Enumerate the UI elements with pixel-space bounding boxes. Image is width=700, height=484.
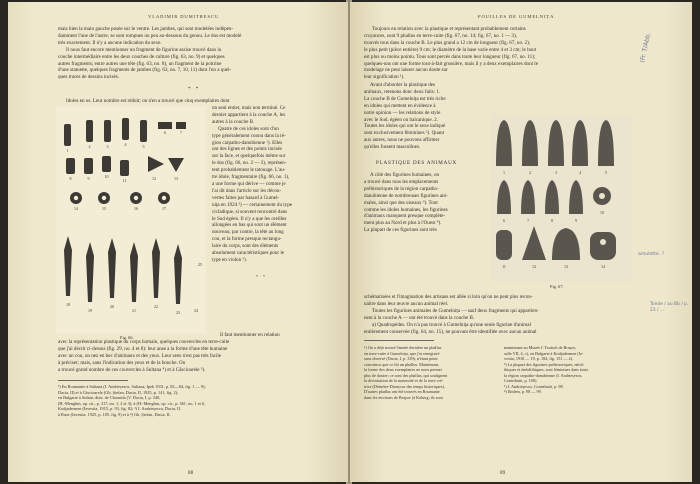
text-line: couche intermédiaire entre les deux couches de culture (fig. 63, no. 9) et quelques — [58, 53, 225, 60]
text-line: très exactement. Il n'y a aucune indication du sexe. — [58, 39, 162, 46]
phallus-artifact — [569, 180, 583, 214]
arrowhead-artifact — [108, 238, 116, 298]
footnote-line: ¹) En Roumanie à Sultana (I. Andrieșescu, Sultana, Ipek 1931, p. 82—84, fig. 1 — 9); — [58, 384, 206, 389]
figure-number-label: 17 — [162, 206, 166, 211]
text-line: trouvés tous dans la couche B. Le plus grand a 12 cm de longueur (fig. 67, no. 2), — [364, 39, 531, 46]
figure-number-label: 20 — [110, 304, 114, 309]
footnote-line: D'autres phallus ont été trouvés en Roumanie — [364, 389, 440, 394]
section-heading: PLASTIQUE DES ANIMAUX — [376, 160, 458, 166]
text-line: avec un cou, un nez en bec d'animaux et des yeux. Leur sens n'est pas très facile — [58, 352, 222, 359]
figure-number-label: 11 — [122, 178, 127, 183]
text-line: autres à la couche B. — [212, 118, 255, 125]
right-footnotes-col2 — [504, 345, 634, 395]
text-line: comme les idoles humaines, les figurines — [364, 206, 448, 213]
text-line: d'animaux manquent presque complète- — [364, 213, 446, 220]
figure-number-label: 16 — [134, 206, 138, 211]
footnote-line: ²) La plupart des figurines préhistoriques, néoli- — [504, 361, 585, 367]
right-footnotes-col1 — [364, 345, 492, 400]
text-line: Toutes les idoles qui ont le sexe indiqué — [364, 123, 446, 130]
arrowhead-artifact — [152, 238, 160, 298]
footnote-line: plus de douter; ce sont des phallus, qui soulignent — [364, 372, 448, 378]
disc-hole — [134, 196, 138, 200]
phallus-artifact — [598, 120, 614, 166]
footnote-line: trice (Déméter-Dionysos des temps historiques). — [364, 383, 445, 389]
text-line: dernier appartient à la couche A, les — [212, 111, 286, 118]
text-line: La couche B de Gumelnița est très riche — [364, 95, 446, 102]
figure-number-label: 24 — [194, 308, 198, 313]
text-line: que j'ai décrit ci-dessus (fig. 29, no. 4 et 8): leur anse a la forme d'une tête humaine — [58, 345, 228, 352]
figure-number-label: 5 — [605, 170, 607, 175]
handwritten-note-bottom: Tonde / au Bb / p. 23 / ... — [650, 302, 689, 313]
figure-number-label: 12 — [532, 264, 536, 269]
footnote-line: sans observé (Dacia, I, p. 339), n'étant point — [364, 356, 438, 361]
footnote-line: (H.-Menghin, op. cit., p. 317, no. 1, 2 et 3); à (H.-Menghin, op. cit., p. 361, no. 1 et 6, — [58, 400, 206, 406]
arrowhead-artifact — [64, 236, 72, 296]
footnote-rule — [58, 380, 128, 381]
text-line: ques traces de dessins incisés. — [58, 74, 119, 81]
footnote-line: ³) I. Andrieșescu, Contributii, p. 98. — [504, 383, 564, 389]
text-line: avec le Sud, égéen ou balcanique. 2. — [364, 116, 438, 123]
disc-hole — [162, 196, 166, 200]
text-line: leur signification ¹). — [364, 74, 405, 81]
text-line: le Sud égéen. Il n'y a que les oreilles — [212, 215, 287, 222]
text-line: autres fragments; entre autres une tête (fig. 63, no. 8), un fragment de la poitrine — [58, 60, 222, 67]
phallus-artifact — [548, 120, 564, 166]
figure-number-label: 15 — [102, 206, 106, 211]
pendant-hole — [600, 239, 606, 245]
text-line: type généralement connu dans la ré- — [212, 132, 286, 139]
footnote-line: en terre-cuite à Gumelnița, que j'ai enregistré — [364, 350, 440, 356]
footnote-rule — [364, 340, 434, 341]
handwritten-note-top: (Fr. T/Abb. — [639, 32, 653, 64]
right-running-head: FOUILLES DE GUMELNIȚA — [478, 14, 555, 19]
text-line: tre idole, fragmentaire (fig. 66, no. 1), — [212, 174, 290, 181]
left-page-number: 88 — [188, 470, 194, 476]
figure-number-label: 8 — [69, 176, 72, 181]
text-line: nouveau; par contre, la tête au long — [212, 229, 284, 236]
figure-number-label: 10 — [104, 174, 109, 179]
left-footnotes — [58, 384, 330, 418]
text-line: a trouvé dans tous les emplacements — [364, 178, 439, 185]
figure-number-label: 9 — [87, 176, 90, 181]
text-line: danubienne de nombreuses figurines ani- — [364, 192, 448, 199]
text-line: Idoles en os. Leur nombre est réduit; on n'en a trouvé que cinq exemplaires dont — [66, 98, 230, 104]
figure-number-label: 3 — [106, 144, 109, 149]
bone-idol-artifact — [104, 120, 111, 142]
disc-hole — [74, 196, 78, 200]
right-page-number: 89 — [500, 470, 506, 476]
figure-number-label: 5 — [142, 144, 145, 149]
footnote-line: Kodjadermen (Izvestia, 1915, p. 93, fig. 82; ³) I. Andrieșescu, Dacia, II. — [58, 406, 181, 412]
section-stars: * * — [188, 87, 201, 92]
bone-idol-artifact — [64, 124, 71, 146]
text-line: allongées en bas qui sont un élément — [212, 222, 287, 229]
right-mid-column — [364, 82, 482, 151]
phallus-artifact — [496, 120, 512, 166]
right-page — [350, 2, 692, 482]
bone-idol-artifact — [86, 120, 93, 142]
phallus-artifact — [497, 180, 511, 214]
footnote-line: la région carpatho-danubienne (I. Andrieșescu, — [504, 372, 583, 378]
text-line: un seul entier, mais non terminé. Ce — [212, 105, 286, 111]
text-line: croyances, sont 9 phallus en terre-cuite (fig. 67, no. 14; fig. 67, no. 1 — 3), — [364, 32, 517, 39]
footnote-line: Contributii, p. 100). — [504, 378, 538, 383]
text-line: animaux, retenons donc deux faits: 1. — [364, 88, 441, 95]
figure-number-label: 7 — [180, 130, 182, 135]
figure-number-label: 22 — [154, 304, 158, 309]
amulet-artifact — [522, 226, 546, 260]
footnote-line: Dacia, II) et à Căscioarele (Gh. Ștefan, Dacia, II, 1925, p. 141, fig. 2); — [58, 389, 179, 395]
figure-number-label: 13 — [564, 264, 568, 269]
figure-66-artifacts — [56, 106, 206, 334]
figure-number-label: 8 — [551, 218, 553, 223]
figure-number-label: 23 — [176, 310, 180, 315]
left-continuation-text — [58, 332, 328, 373]
arrowhead-artifact — [86, 242, 94, 302]
text-line: le plus petit (pièce entière) 9 cm; le diamètre de la base varie entre 4 et 3 cm; le bout — [364, 46, 537, 53]
figure-number-label: 9 — [575, 218, 577, 223]
text-line: tent probablement le tatouage. L'au- — [212, 167, 286, 174]
text-line: sur la face, et quelquefois même sur — [212, 153, 286, 160]
figure-number-label: 19 — [88, 308, 92, 313]
left-intro-text — [58, 26, 328, 81]
bone-fragment-artifact — [66, 158, 75, 174]
handwritten-note-mid: amulette. ? — [638, 252, 665, 257]
footnote-line: en Bulgarie à Sultan, distr. de Choumla (V. Dacia, I, p. 340, — [58, 395, 161, 401]
text-line: cicladique, si souvent rencontré dans — [212, 208, 288, 215]
figure-number-label: 14 — [74, 206, 78, 211]
figure-number-label: 1 — [503, 170, 505, 175]
text-line: Quatre de ces idoles sont d'un — [218, 125, 279, 132]
figure-67-caption: Fig. 67. — [550, 284, 564, 289]
figure-number-label: 10 — [600, 210, 604, 215]
text-line: damment l'une de l'autre, se sont rompues un peu au-dessous du genou. Le dos est modelé — [58, 32, 242, 39]
text-line: entièrement conservée (fig. 64, no. 15), ne pouvant être identifiée avec aucun animal — [364, 328, 537, 335]
tablet-artifact — [158, 122, 172, 129]
bone-idol-artifact — [122, 118, 129, 140]
text-line: d'une statuette, quelques fragments de jambes (fig. 63, no. 7, 10, 11) dont l'un a quel- — [58, 67, 232, 74]
left-side-column — [212, 105, 329, 264]
right-full-text — [364, 294, 632, 335]
text-line: quelques-uns ont une forme tout-à-fait grossière, mais il y a deux exemplaires dont le — [364, 60, 538, 67]
text-line: sont exclusivement féminines ²). Quant — [364, 130, 445, 137]
text-line: nița en 1924 ²) — certainement du type — [212, 201, 293, 208]
pendant-artifact — [496, 230, 512, 260]
figure-number-label: 7 — [527, 218, 529, 223]
text-line: Il faut mentionner en relation — [220, 332, 280, 338]
right-section-column — [364, 172, 482, 234]
text-line: avec la représentation plastique du corps humain, quelques couvercles en terre-cuite — [58, 338, 230, 345]
figure-number-label: 11 — [502, 264, 506, 269]
bone-idol-artifact — [140, 120, 147, 142]
text-line: qu'elles fussent masculines. — [364, 144, 421, 151]
text-line: males, ainsi que des oiseaux ³). Tout — [364, 199, 438, 206]
text-line: mais bien la main gauche posée sur le ventre. Les jambes, qui sont modelées indépen- — [58, 26, 234, 32]
arrowhead-artifact — [130, 242, 138, 302]
footnote-line: ¹) On a déjà trouvé l'année dernière un phallus — [364, 345, 442, 350]
bone-fragment-artifact — [120, 160, 129, 176]
text-line: ont des lignes et des points incisés — [212, 146, 282, 153]
arrowhead-artifact — [174, 244, 182, 304]
text-line: Avant d'aborder la plastique des — [370, 82, 436, 88]
bone-fragment-artifact — [84, 158, 93, 174]
text-line: cou, et la forme presque rectangu- — [212, 236, 282, 243]
figure-number-label: 6 — [164, 130, 166, 135]
footnote-line: ⁴) Ibidem, p. 98 — 99. — [504, 389, 542, 394]
footnote-line: la divinisation de la maternité et de la terre cré- — [364, 378, 444, 383]
figure-number-label: 4 — [124, 142, 127, 147]
left-page — [8, 2, 348, 482]
figure-number-label: 6 — [503, 218, 505, 223]
text-line: nent à la couche A — ont été trouvé dans la couche B. — [364, 314, 475, 321]
text-line: laire du corps, sont des éléments — [212, 243, 279, 250]
disc-hole — [102, 196, 106, 200]
bone-fragment-artifact — [102, 156, 111, 172]
figure-number-label: 1 — [66, 148, 69, 153]
text-line: naître dans leur œuvre aucun animal réel. — [364, 300, 449, 307]
footnote-line: thiques et énéolithiques, sont féminines dans toute — [504, 367, 589, 372]
phallus-artifact — [521, 180, 535, 214]
right-top-text — [364, 26, 632, 81]
footnote-line: vestia, 1918 — 19, p. 184, fig. 151 — 2). — [504, 356, 574, 361]
footnote-line: à Ruse (Izvestia, 1925, p. 105, fig. 9) et à ⁴) Gh. Ștefan, Dacia, II. — [58, 411, 171, 417]
footnote-stars: * * — [256, 274, 267, 279]
pendant-artifact — [590, 232, 616, 260]
figure-number-label: 25 — [198, 262, 202, 267]
triangular-point-artifact — [148, 156, 164, 172]
phallus-artifact — [522, 120, 538, 166]
footnote-line: convaincu que ce fût un phallus. Maintenant, — [364, 361, 440, 367]
figure-number-label: 21 — [132, 308, 136, 313]
figure-number-label: 18 — [66, 302, 70, 307]
figure-67-artifacts — [490, 114, 632, 282]
figure-number-label: 3 — [555, 170, 557, 175]
figure-number-label: 13 — [174, 176, 178, 181]
figure-number-label: 14 — [601, 264, 605, 269]
text-line: aux autres, nous ne pouvons affirmer — [364, 137, 440, 144]
text-line: absolument caractéristiques pour le — [212, 250, 284, 257]
text-line: schématisées et l'imagination des artisans est allée si loin qu'on ne peut plus recon- — [364, 294, 533, 300]
text-line: vertes faites par hasard à Gumel- — [212, 194, 280, 201]
text-line: a trouvé grand nombre de ces couvercles à Sultana ⁴) et à Căscioarele ⁵). — [58, 366, 206, 373]
amulet-artifact — [552, 228, 580, 260]
figure-number-label: 12 — [152, 176, 156, 181]
text-line: préhistoriques de la région carpatho- — [364, 185, 439, 192]
figure-number-label: 2 — [529, 170, 531, 175]
footnote-line: maintenant au Musée J. Teutsch de Brașov, — [504, 345, 577, 350]
text-line: Toujours en relation avec la plastique et représentant probablement certains — [372, 26, 526, 32]
text-line: Il nous faut encore mentionner un fragment de figurine assise trouvé dans la — [66, 46, 222, 53]
text-line: est plus ou moins pointu. Tous sont percés dans toute leur longueur (fig. 67, no. 11); — [364, 53, 536, 60]
text-line: le dos (fig. 66, no. 2 — 3), représen- — [212, 160, 287, 167]
text-line: type en violon ³). — [212, 256, 247, 263]
figure-number-label: 4 — [579, 170, 581, 175]
figure-66 — [56, 106, 206, 334]
footnote-line: dans les environs de Braşov (à Koberg; ils sont — [364, 394, 443, 400]
text-line: A côté des figurines humaines, on — [370, 172, 440, 178]
amulet-hole — [599, 193, 605, 199]
left-idoles-first-line — [58, 98, 328, 105]
figure-number-label: 2 — [88, 144, 91, 149]
phallus-artifact — [572, 120, 588, 166]
text-line: a une forme qui dérive — comme je — [212, 180, 286, 187]
text-line: gion carpatho-danubienne ¹). Elles — [212, 139, 283, 146]
text-line: Toutes les figurines animales de Gumelnița — sauf deux fragments qui appartien- — [372, 307, 539, 314]
text-line: à préciser; mais, sans l'indication des yeux et de la bouche. On — [58, 359, 186, 366]
tablet-artifact — [176, 122, 186, 129]
text-line: ment plus au Nord et plus à l'Ouest ⁴). — [364, 220, 442, 227]
figure-66-caption: Fig. 66. — [120, 335, 134, 340]
phallus-artifact — [545, 180, 559, 214]
footnote-line: salle VII, 4, c), en Bulgarie à Kodjadermen (Iz- — [504, 350, 584, 356]
text-line: La plupart de ces figurines sont très — [364, 227, 437, 234]
text-line: modelage ne peut laisser aucun doute sur — [364, 67, 448, 74]
text-line: notre opinion — les relations de style — [364, 109, 441, 116]
left-running-head: VLADIMIR DUMITRESCU — [148, 14, 220, 19]
text-line: en idoles qui mettent en évidence à — [364, 102, 436, 109]
text-line: a) Quadrupèdes. On n'a pas trouvé à Gumelnița qu'une seule figurine d'animal — [372, 321, 531, 328]
triangular-point-artifact — [168, 158, 184, 172]
figure-67 — [490, 114, 632, 282]
footnote-line: la forme des deux exemplaires ne nous permet — [364, 367, 442, 372]
text-line: l'ai dit dans l'article sur les décou- — [212, 187, 282, 194]
